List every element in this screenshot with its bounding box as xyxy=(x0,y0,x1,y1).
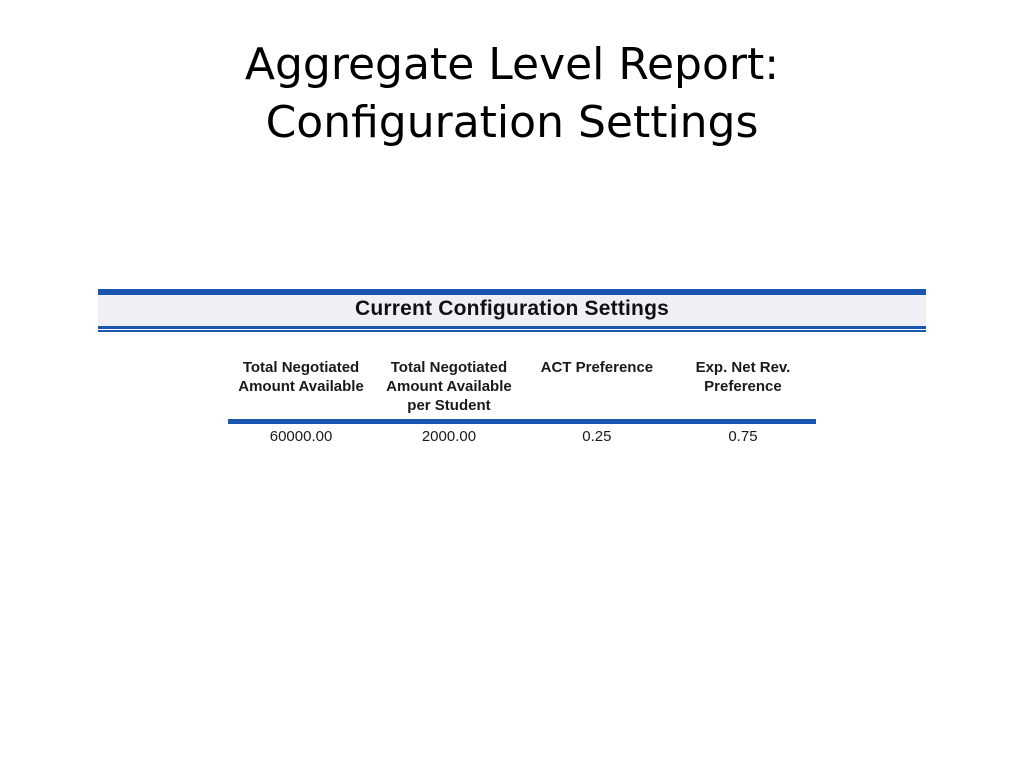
column-header-net-rev-preference: Exp. Net Rev. Preference xyxy=(670,356,816,422)
slide-title-line-1: Aggregate Level Report: xyxy=(244,39,780,90)
table-row xyxy=(228,422,816,450)
header-bottom-rule-secondary xyxy=(98,330,926,332)
slide-title-line-2: Configuration Settings xyxy=(265,97,759,148)
column-header-total-negotiated: Total Negotiated Amount Available xyxy=(228,356,374,422)
header-bottom-rule xyxy=(98,326,926,329)
table-header-row xyxy=(228,356,816,422)
configuration-table xyxy=(228,356,816,449)
slide-title xyxy=(0,36,1024,152)
cell-net-rev-preference: 0.75 xyxy=(728,428,758,445)
cell-total-negotiated: 60000.00 xyxy=(269,428,333,445)
report-header-title: Current Configuration Settings xyxy=(355,297,669,320)
report-header-bar xyxy=(98,289,926,334)
cell-act-preference: 0.25 xyxy=(582,428,612,445)
column-header-act-preference: ACT Preference xyxy=(524,356,670,422)
column-header-per-student: Total Negotiated Amount Available per Student xyxy=(374,356,524,422)
report-header-block xyxy=(98,289,926,334)
cell-per-student: 2000.00 xyxy=(421,428,477,445)
